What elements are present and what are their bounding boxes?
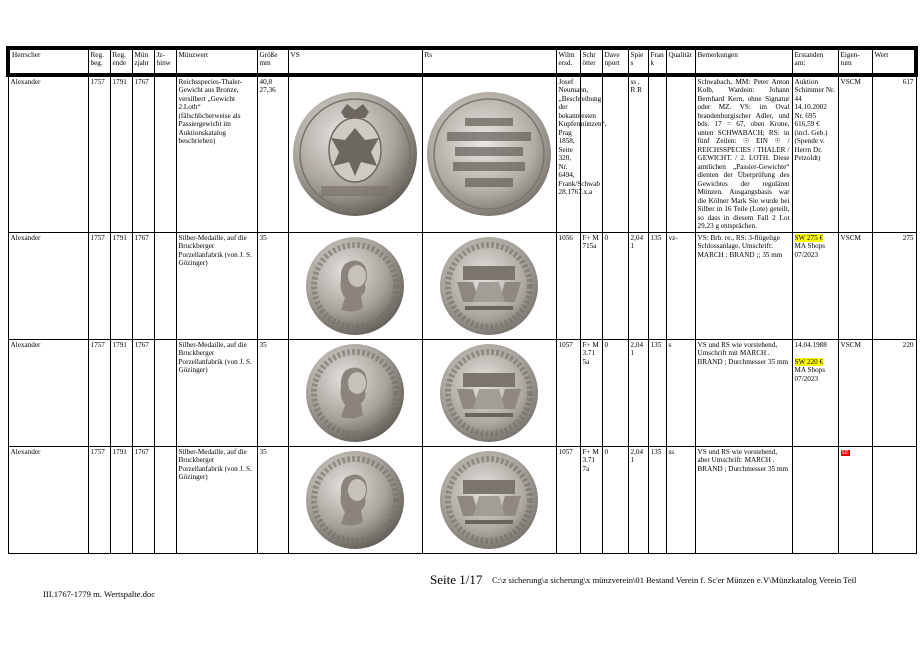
cell-eigentum: VSCM <box>838 339 872 446</box>
cell-herrscher: Alexander <box>8 232 88 339</box>
header-bemerkungen: Bemerkungen <box>695 48 792 75</box>
cell-qualitaet: s <box>666 339 695 446</box>
header-rs: Rs <box>422 48 556 75</box>
cell-herrscher: Alexander <box>8 75 88 232</box>
price-highlight: SW 220 € <box>794 357 824 366</box>
cell-reg-ende: 1791 <box>110 446 132 553</box>
page-number: Seite 1/17 <box>430 572 483 587</box>
cell-davenport <box>602 75 628 232</box>
cell-bemerkungen: VS und RS wie vorstehend, Umschrift mit MARCH . BRAND ; Durchmesser 35 mm <box>695 339 792 446</box>
cell-frank: 135 <box>648 232 666 339</box>
cell-wilm: 1057 <box>556 339 580 446</box>
cell-schroetter: F+ M 3.71 7a <box>580 446 602 553</box>
cell-erstanden: Auktion Schimmer Nr. 44 14.10.2002 Nr. 695 616,59 € (incl. Geb.) (Spende v. Herrn Dr. Petzoldt) <box>792 75 838 232</box>
erstanden-date: 14.04.1988 <box>794 340 827 349</box>
header-muenzwert: Münzwert <box>176 48 257 75</box>
cell-bemerkungen: VS: Brb. re., RS: 3-flügelige Schlossanlage, Umschrift: MARCH : BRAND ;; 35 mm <box>695 232 792 339</box>
cell-schroetter: F+ M 715a <box>580 232 602 339</box>
cell-wilm: Josef Neumann, „Beschreibung der bekanntesten Kupfermünzen“, Prag 1858, Seite 320, Nr. 6494, Frank/Schwab 28.1767.x.a <box>556 75 580 232</box>
medal-reverse-palace-photo <box>439 236 539 336</box>
cell-muenzjahr: 1767 <box>132 446 154 553</box>
cell-spies: 2,04 1 <box>628 232 648 339</box>
header-vs: VS <box>288 48 422 75</box>
cell-wert <box>872 446 916 553</box>
header-groesse: Größe mm <box>257 48 288 75</box>
cell-groesse: 35 <box>257 446 288 553</box>
header-qualitaet: Qualität <box>666 48 695 75</box>
table-row <box>8 75 916 232</box>
cell-herrscher: Alexander <box>8 339 88 446</box>
cell-bemerkungen: VS und RS wie vorstehend, aber Umschrift: MARCH . BRAND ; Durchmesser 35 mm <box>695 446 792 553</box>
table-row <box>8 339 916 446</box>
cell-rs-image <box>422 75 556 232</box>
header-spies: Spie s <box>628 48 648 75</box>
price-highlight: SW 275 € <box>794 233 824 242</box>
cell-reg-beg: 1757 <box>88 232 110 339</box>
erstanden-source: MA Shops 07/2023 <box>794 242 826 259</box>
cell-jz-hinw <box>154 339 176 446</box>
header-schroetter: Schr ötter <box>580 48 602 75</box>
cell-reg-beg: 1757 <box>88 339 110 446</box>
cell-spies: 2,04 1 <box>628 339 648 446</box>
medal-obverse-portrait-photo <box>305 343 405 443</box>
medal-obverse-portrait-photo <box>305 236 405 336</box>
cell-davenport: 0 <box>602 232 628 339</box>
header-muenzjahr: Mün zjahr <box>132 48 154 75</box>
table-header-row <box>8 48 916 75</box>
cell-reg-beg: 1757 <box>88 75 110 232</box>
header-wert: Wert <box>872 48 916 75</box>
cell-bemerkungen: Schwabach, MM: Peter Anton Kolb, Wardein: Johann Bernhard Kern, ohne Signatur oder MZ. VS: im Oval brandenburgischer Adler, und bds. 17 = 67, oben Krone, unten SCHWABACH; RS: in fünf Zeilen: ☉ EIN ☉ / REICHSSPECIES / THALER / GEWICHT. / 2. LOTH. Diese amtlichen „Passier-Gewichte“ dienten der Überprüfung des Gewichtes der regulären Münzen. Ausgangsbasis war die Kölner Mark Sie wurde bei Silber in 16 Teile (Lote) geteilt, so dass in diesem Fall 2 Lot 29,23 g entsprächen. <box>695 75 792 232</box>
cell-muenzjahr: 1767 <box>132 75 154 232</box>
header-davenport: Dave nport <box>602 48 628 75</box>
red-marker: SE <box>841 449 849 456</box>
medal-reverse-palace-photo <box>439 343 539 443</box>
cell-wert: 275 <box>872 232 916 339</box>
cell-qualitaet: ss <box>666 446 695 553</box>
header-erstanden: Erstanden am: <box>792 48 838 75</box>
cell-rs-image <box>422 339 556 446</box>
cell-groesse: 40,8 27,36 <box>257 75 288 232</box>
cell-jz-hinw <box>154 446 176 553</box>
cell-muenzwert: Silber-Medaille, auf die Bruckberger Porzellanfabrik (von J. S. Gözinger) <box>176 446 257 553</box>
cell-qualitaet <box>666 75 695 232</box>
header-reg-beg: Reg. beg. <box>88 48 110 75</box>
header-reg-ende: Reg. ende <box>110 48 132 75</box>
file-path: C:\z sicherung\a sicherung\x münzverein\01 Bestand Verein f. Sc'er Münzen e.V\Münzkatalog Verein Teil <box>492 575 857 585</box>
cell-spies: ss , R R <box>628 75 648 232</box>
cell-jz-hinw <box>154 232 176 339</box>
cell-eigentum: VSCM <box>838 232 872 339</box>
cell-groesse: 35 <box>257 339 288 446</box>
cell-vs-image <box>288 75 422 232</box>
cell-muenzwert: Reichsspecies-Thaler-Gewicht aus Bronze, versilbert „Gewicht 2.Loth“ (fälschlicherweise als Passiergewicht im Auktionskatalog beschrieben) <box>176 75 257 232</box>
cell-reg-ende: 1791 <box>110 232 132 339</box>
cell-rs-image <box>422 232 556 339</box>
cell-qualitaet: vz- <box>666 232 695 339</box>
cell-davenport: 0 <box>602 339 628 446</box>
coin-reverse-text-photo <box>425 90 553 218</box>
header-herrscher: Herrscher <box>8 48 88 75</box>
cell-frank: 135 <box>648 446 666 553</box>
cell-schroetter: F+ M 3.71 5a <box>580 339 602 446</box>
header-eigentum: Eigen- tum <box>838 48 872 75</box>
medal-obverse-portrait-photo <box>305 450 405 550</box>
cell-herrscher: Alexander <box>8 446 88 553</box>
cell-muenzjahr: 1767 <box>132 232 154 339</box>
erstanden-source: MA Shops 07/2023 <box>794 366 826 383</box>
cell-wilm: 1056 <box>556 232 580 339</box>
table-row <box>8 232 916 339</box>
cell-vs-image <box>288 339 422 446</box>
cell-eigentum <box>838 446 872 553</box>
cell-muenzjahr: 1767 <box>132 339 154 446</box>
header-wilm: Wilm ersd. <box>556 48 580 75</box>
cell-spies: 2,04 1 <box>628 446 648 553</box>
cell-muenzwert: Silber-Medaille, auf die Bruckberger Porzellanfabrik (von J. S. Gözinger) <box>176 232 257 339</box>
cell-davenport: 0 <box>602 446 628 553</box>
cell-reg-ende: 1791 <box>110 339 132 446</box>
document-name: III.1767-1779 m. Wertspalte.doc <box>43 589 156 599</box>
coin-obverse-eagle-photo <box>291 90 419 218</box>
header-jz-hinw: Jz-hinw <box>154 48 176 75</box>
cell-wert: 617 <box>872 75 916 232</box>
cell-frank: 135 <box>648 339 666 446</box>
cell-erstanden <box>792 232 838 339</box>
cell-wilm: 1057 <box>556 446 580 553</box>
cell-erstanden <box>792 339 838 446</box>
table-row <box>8 446 916 553</box>
cell-erstanden <box>792 446 838 553</box>
cell-reg-ende: 1791 <box>110 75 132 232</box>
cell-frank <box>648 75 666 232</box>
cell-eigentum: VSCM <box>838 75 872 232</box>
coin-catalog-table <box>6 46 918 554</box>
cell-groesse: 35 <box>257 232 288 339</box>
cell-vs-image <box>288 232 422 339</box>
cell-muenzwert: Silber-Medaille, auf die Bruckberger Porzellanfabrik (von J. S. Gözinger) <box>176 339 257 446</box>
cell-vs-image <box>288 446 422 553</box>
header-frank: Fran k <box>648 48 666 75</box>
medal-reverse-palace-photo <box>439 450 539 550</box>
cell-wert: 220 <box>872 339 916 446</box>
cell-rs-image <box>422 446 556 553</box>
cell-reg-beg: 1757 <box>88 446 110 553</box>
cell-jz-hinw <box>154 75 176 232</box>
